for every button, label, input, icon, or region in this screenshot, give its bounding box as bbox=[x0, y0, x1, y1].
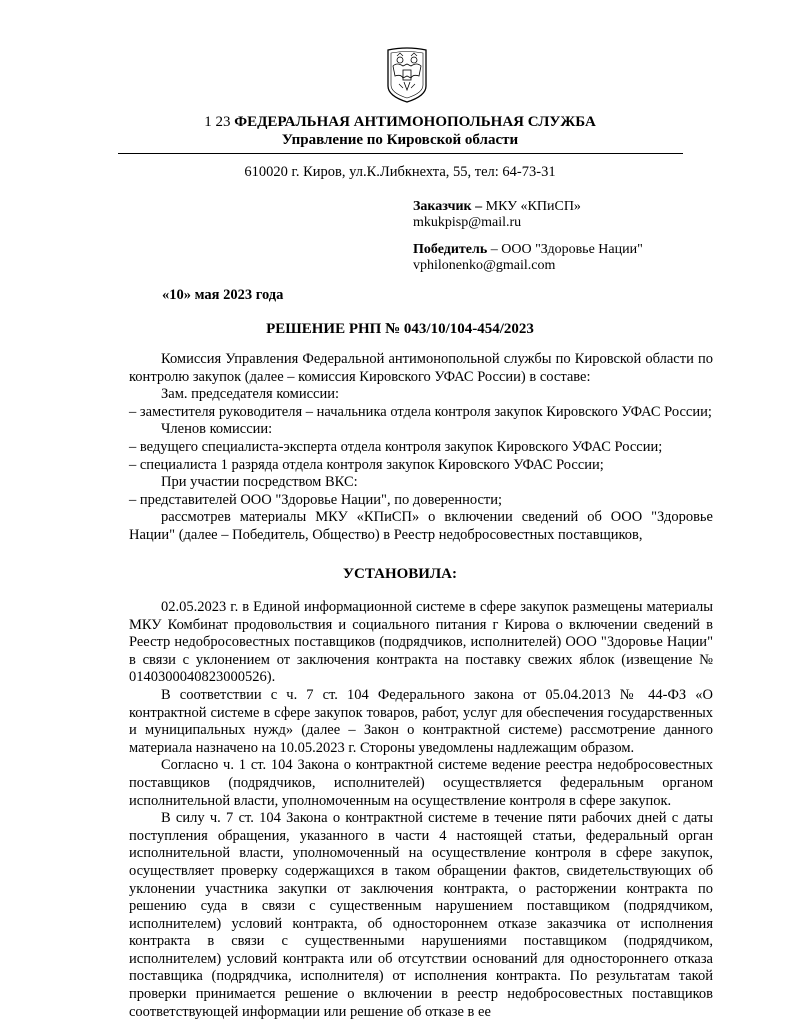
customer-block bbox=[413, 199, 581, 231]
decision-title: РЕШЕНИЕ РНП № 043/10/104-454/2023 bbox=[266, 321, 534, 337]
header-divider bbox=[118, 153, 683, 154]
agency-prefix: 1 23 bbox=[204, 114, 231, 130]
intro-paragraph: – представителей ООО "Здоровье Нации", по доверенности; bbox=[129, 491, 503, 508]
agency-address: 610020 г. Киров, ул.К.Либкнехта, 55, тел: 64-73-31 bbox=[244, 164, 556, 180]
customer-email: mkukpisp@mail.ru bbox=[413, 215, 522, 230]
intro-paragraph: – ведущего специалиста-эксперта отдела контроля закупок Кировского УФАС России; bbox=[129, 438, 663, 455]
intro-section bbox=[129, 351, 713, 545]
intro-paragraph: При участии посредством ВКС: bbox=[161, 474, 358, 491]
customer-role: Заказчик – bbox=[413, 199, 483, 214]
section-heading: УСТАНОВИЛА: bbox=[343, 566, 457, 582]
facts-paragraph: В соответствии с ч. 7 ст. 104 Федерального закона от 05.04.2013 № 44-ФЗ «О контрактной системе в сфере закупок товаров, работ, услуг для обеспечения государственных и муниципальных нужд» (далее – Закон о контрактной системе) рассмотрение данного материала назначено на 10.05.2023 г. Стороны уведомлены надлежащим образом. bbox=[129, 686, 713, 756]
intro-paragraph: – специалиста 1 разряда отдела контроля закупок Кировского УФАС России; bbox=[129, 456, 604, 473]
facts-paragraph: Согласно ч. 1 ст. 104 Закона о контрактной системе ведение реестра недобросовестных поставщиков (подрядчиков, исполнителей) осуществляется федеральным органом исполнительной власти, уполномоченным на осуществление контроля в сфере закупок. bbox=[129, 757, 713, 809]
agency-name: ФЕДЕРАЛЬНАЯ АНТИМОНОПОЛЬНАЯ СЛУЖБА bbox=[234, 114, 596, 130]
winner-email: vphilonenko@gmail.com bbox=[413, 258, 556, 273]
document-date: «10» мая 2023 года bbox=[162, 287, 284, 303]
intro-paragraph: Зам. председателя комиссии: bbox=[161, 386, 339, 403]
winner-name: – ООО "Здоровье Нации" bbox=[487, 242, 643, 257]
intro-paragraph: Комиссия Управления Федеральной антимонопольной службы по Кировской области по контролю закупок (далее – комиссия Кировского УФАС России) в составе: bbox=[129, 351, 713, 385]
department-name: Управление по Кировской области bbox=[281, 132, 519, 148]
winner-role: Победитель bbox=[413, 242, 488, 257]
agency-heading bbox=[0, 114, 800, 131]
intro-paragraph: рассмотрев материалы МКУ «КПиСП» о включении сведений об ООО "Здоровье Нации" (далее – Победитель, Общество) в Реестр недобросовестных поставщиков, bbox=[129, 509, 713, 543]
intro-paragraph: Членов комиссии: bbox=[161, 421, 273, 438]
coat-of-arms-icon bbox=[385, 46, 429, 104]
winner-block bbox=[413, 242, 643, 274]
intro-paragraph: – заместителя руководителя – начальника отдела контроля закупок Кировского УФАС России; bbox=[129, 403, 712, 420]
facts-paragraph: 02.05.2023 г. в Единой информационной системе в сфере закупок размещены материалы МКУ Комбинат продовольствия и социального питания г Кирова о включении сведений в Реестр недобросовестных поставщиков (подрядчиков, исполнителей) ООО "Здоровье Нации" в связи с уклонением от заключения контракта на поставку свежих яблок (извещение № 0140300040823000526). bbox=[129, 599, 713, 686]
facts-section bbox=[129, 599, 713, 1021]
facts-paragraph: В силу ч. 7 ст. 104 Закона о контрактной системе в течение пяти рабочих дней с даты поступления обращения, указанного в части 4 настоящей статьи, федеральный орган исполнительной власти, уполномоченный на осуществление контроля в сфере закупок, осуществляет проверку содержащихся в таком обращении фактов, свидетельствующих об уклонении участника закупки от заключения контракта, о расторжении контракта по решению суда в связи с существенным нарушением поставщиком (подрядчиком, исполнителем) условий контракта, об одностороннем отказе заказчика от исполнения контракта в связи с существенными нарушениями поставщиком (подрядчиком, исполнителем) условий контракта или об отсутствии оснований для одностороннего отказа поставщика (подрядчика, исполнителя) от исполнения контракта. По результатам такой проверки принимается решение о включении в реестр недобросовестных поставщиков соответствующей информации или решение об отказе в ее bbox=[129, 810, 713, 1020]
customer-name: МКУ «КПиСП» bbox=[482, 199, 581, 214]
